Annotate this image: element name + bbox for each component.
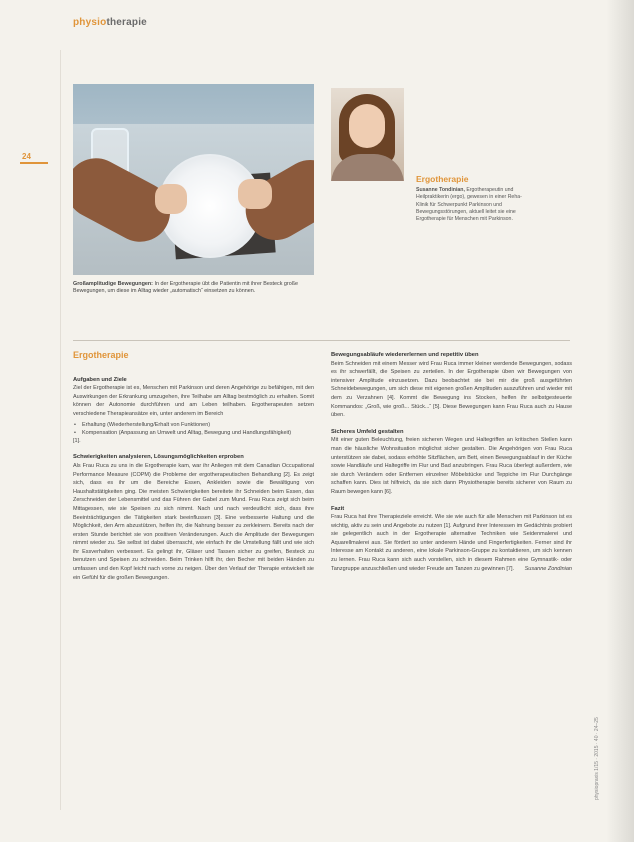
bullet-list xyxy=(73,421,314,438)
main-photo xyxy=(73,84,314,275)
caption-text: In der Ergotherapie übt die Patientin mit ihrer Besteck große Bewegungen, um diese im Alltag wieder „automatisch“ einsetzen zu können. xyxy=(73,281,298,295)
author-name: Susanne Tondinian, xyxy=(416,187,465,193)
author-signoff: Susanne Zondinian xyxy=(524,565,572,572)
bullet-item: • Erhaltung (Wiederherstellung/Erhalt von Funktionen) xyxy=(82,421,314,430)
margin-citation: physiopraxis 1/15 · 2015 · 40 · 24–25 xyxy=(594,717,600,800)
running-head-rest: therapie xyxy=(106,17,147,28)
section-divider xyxy=(73,340,570,341)
reference-note: [1]. xyxy=(73,437,81,444)
author-bio xyxy=(416,187,534,223)
paragraph: Mit einer guten Beleuchtung, freien sicheren Wegen und Haltegriffen an kritischen Stellen kann man die häusliche Wohnsituation möglichst sicher gestalten. Die Angehörigen von Frau Ruca unterstützen sie dabei, sodass erhöhte Sitzflächen, am Bett, einen Bewegungsablauf in der Küche sowie Handläufe und Haltegriffe im Flur und Bad anzubringen. Frau Ruca überlegt außerdem, wie sie durch Verändern oder Entfernen einzelner Möbelstücke und Teppiche im Flur Durchgänge schaffen kann. Dies ist hilfreich, da sie sich dann Physiotherapie bereits sicherer von Raum zu Raum bewegen kann [6]. xyxy=(331,437,572,495)
paragraph: Beim Schneiden mit einem Messer wird Frau Ruca immer kleiner werdende Bewegungen, sodass es ihr schwerfällt, die Speisen zu zerteilen. In der Ergotherapie üben wir Bewegungen von intensiver Amplitude einzusetzen. Dazu beobachtet sie bei mir die groß ausgeführten Schneidebewegungen, um sich diese mit eigenen großen Amplituden auszuführen und wieder mit dem zu Verzahnen [4]. Kommt die Bewegung ins Stocken, helfen ihr selbstgesteuerte Kommandos: „Groß, wie groß... Stück...“ [5]. Diese Bewegungen kann Frau Ruca auch zu Hause üben. xyxy=(331,360,572,419)
right-column xyxy=(331,351,572,573)
author-portrait xyxy=(331,88,404,181)
bullet-item: • Kompensation (Anpassung an Umwelt und Alltag, Bewegung und Handlungsfähigkeit) xyxy=(82,429,314,438)
photo-caption xyxy=(73,281,318,296)
photo-left-hand xyxy=(155,184,187,214)
sidebar-heading: Ergotherapie xyxy=(416,174,469,184)
running-head-accent: physio xyxy=(73,17,107,28)
paragraph: Ziel der Ergotherapie ist es, Menschen mit Parkinson und deren Angehörige zu befähigen, mit den Auswirkungen der Erkrankung umzugehen, ihre Teilhabe am Alltag bestmöglich zu erhalten. Somit können der Autonomie durchführen und am Leben teilhaben. Ergotherapeuten setzen verschiedene Therapieansätze ein, unter anderem im Bereich xyxy=(73,385,314,417)
section-heading: Aufgaben und Ziele xyxy=(73,376,127,383)
margin-rule xyxy=(60,50,61,810)
author-bio-text: Ergotherapeutin und Heilpraktikerin (ergo), gewesen in einer Reha-Klinik für Schwerpunkt Parkinson und Bewegungsstörungen, aktuell leitet sie eine Ergotherapie für Menschen mit Parkinson. xyxy=(416,187,522,223)
page-tab xyxy=(20,162,48,178)
section-heading: Fazit xyxy=(331,505,345,512)
paragraph xyxy=(331,513,572,573)
fazit-text: Frau Ruca hat ihre Therapieziele erreicht. Wie sie wie auch für alle Menschen mit Parkinson ist es wichtig, aktiv zu sein und Angebote zu nutzen [1]. Aufgrund ihrer Interessen im Gedächtnis probiert sie gelegentlich auch in der Ergotherapie alternative Techniken wie Seidenmalerei und Aquarellmalerei aus. Sie fördert so unter anderem Hände und Fingerfertigkeiten. Ferner sind ihr Interesse am Kontakt zu anderen, eine lokale Parkinson-Gruppe zu kontaktieren, um sich kennen zu lernen. Frau Ruca kann sich auch vorstellen, sich in diesem Rahmen eine Gymnastik- oder Tanzgruppe anzuschließen und wieder Freude am Tanzen zu gewinnen [7]. xyxy=(331,514,572,572)
photo-right-hand xyxy=(238,179,272,209)
section-heading: Bewegungsabläufe wiedererlernen und repetitiv üben xyxy=(331,352,479,358)
page-number: 24 xyxy=(22,152,31,161)
section-heading: Schwierigkeiten analysieren, Lösungsmöglichkeiten erproben xyxy=(73,454,244,461)
running-head xyxy=(73,17,147,28)
caption-bold: Großamplitudige Bewegungen: xyxy=(73,281,153,287)
section-heading: Sicheres Umfeld gestalten xyxy=(331,428,404,435)
article-title: Ergotherapie xyxy=(73,350,129,360)
portrait-face xyxy=(349,104,385,148)
page-edge-shadow xyxy=(606,0,634,842)
paragraph: Als Frau Ruca zu uns in die Ergotherapie kam, war ihr Anliegen mit dem Canadian Occupational Performance Measure (COPM) die Probleme der ergotherapeutischen Behandlung [2]. Es zeigt sich, dass es ihr um die Bereiche Essen, Ankleiden sowie die Bewältigung von Haushaltstätigkeiten ging. Die meisten Schwierigkeiten bereitete ihr Schneiden beim Essen, das Zerschneiden der Lebensmittel und das Führen der Gabel zum Mund. Frau Ruca zeigt sich beim Mittagessen, wie sie Speisen zu sich nimmt. Nach und nach verdeutlicht sich, dass ihre Beeinträchtigungen die Tätigkeiten stark beeinflussen [3]. Eine verbesserte Haltung und die Möglichkeit, den Arm abzustützen, helfen ihr, die Nahrung besser zu zerkleinern. Bereits nach der ersten Stunde berichtet sie von positiven Veränderungen. Auch die Amplitude der Bewegungen nimmt wieder zu. Sie selbst ist dabei überrascht, wie einfach ihr die Umstellung fällt und wie sich ihr Essverhalten verbessert. Es gelingt ihr, Gläser und Tassen sicher zu greifen, Besteck zu benutzen und Speisen zu schneiden. Beim Trinken hilft ihr, den Becher mit beiden Händen zu umfassen und den Kopf leicht nach vorne zu neigen. Über den Verlauf der Therapie entwickelt sie ein Gefühl für die großen Bewegungen. xyxy=(73,462,314,581)
left-column xyxy=(73,351,314,590)
